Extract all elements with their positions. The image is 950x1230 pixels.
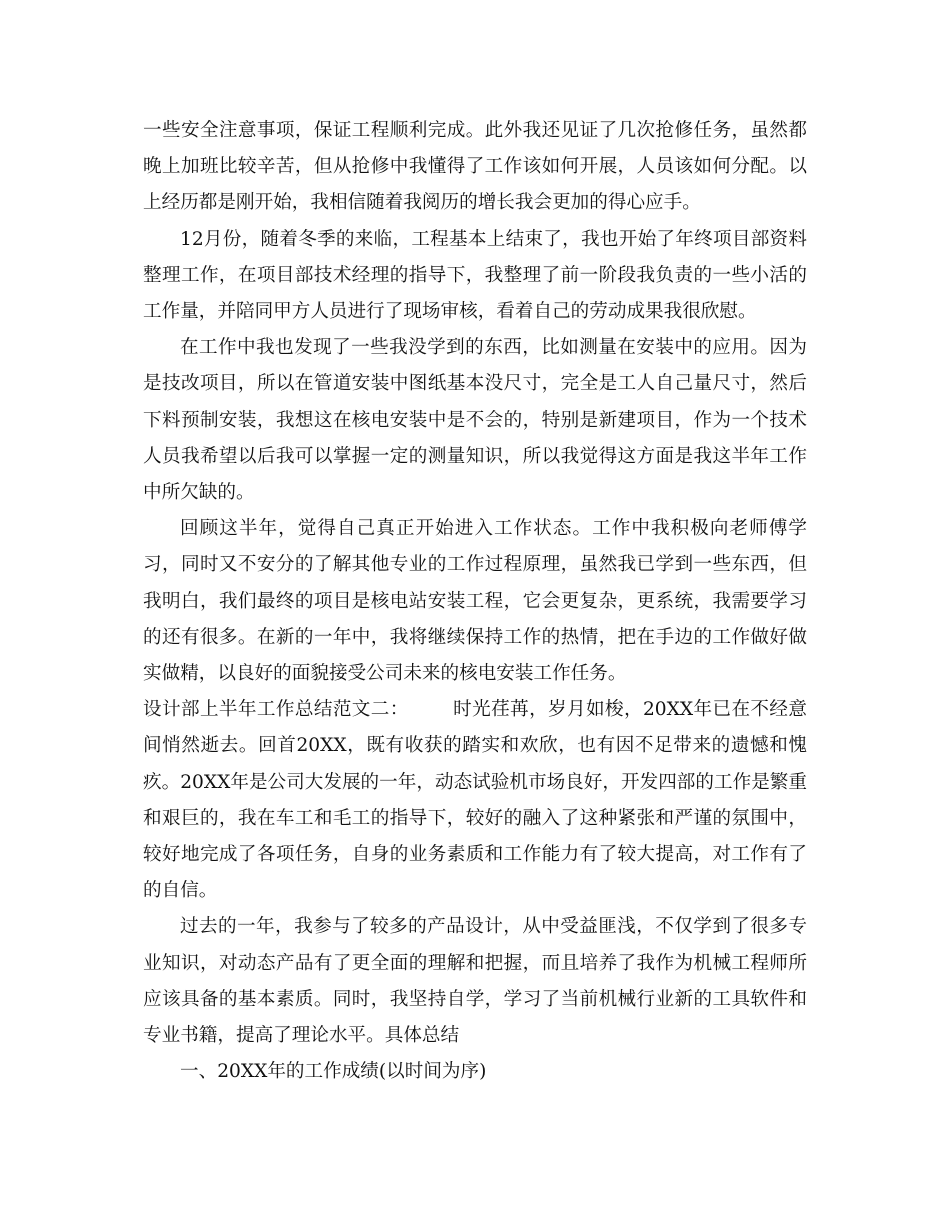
section-intro: 时光荏苒，岁月如梭，20XX年已在不经意间悄然逝去。回首20XX，既有收获的踏实和欢欣，也有因不足带来的遗憾和愧疚。20XX年是公司大发展的一年，动态试验机市场良好，开发四部的工作是繁重和艰巨的，我在车工和毛工的指导下，较好的融入了这种紧张和严谨的氛围中，较好地完成了各项任务，自身的业务素质和工作能力有了较大提高，对工作有了的自信。	[143, 699, 807, 902]
section-heading: 设计部上半年工作总结范文二：	[143, 699, 409, 721]
section-two-block	[143, 692, 807, 909]
document-body	[143, 113, 807, 1090]
paragraph-measurement: 在工作中我也发现了一些我没学到的东西，比如测量在安装中的应用。因为是技改项目，所以在管道安装中图纸基本没尺寸，完全是工人自己量尺寸，然后下料预制安装，我想这在核电安装中是不会的，特别是新建项目，作为一个技术人员我希望以后我可以掌握一定的测量知识，所以我觉得这方面是我这半年工作中所欠缺的。	[143, 337, 807, 504]
paragraph-safety-notes: 一些安全注意事项，保证工程顺利完成。此外我还见证了几次抢修任务，虽然都晚上加班比较辛苦，但从抢修中我懂得了工作该如何开展，人员该如何分配。以上经历都是刚开始，我相信随着我阅历的增长我会更加的得心应手。	[143, 120, 807, 214]
paragraph-review: 回顾这半年，觉得自己真正开始进入工作状态。工作中我积极向老师傅学习，同时又不安分的了解其他专业的工作过程原理，虽然我已学到一些东西，但我明白，我们最终的项目是核电站安装工程，它会更复杂，更系统，我需要学习的还有很多。在新的一年中，我将继续保持工作的热情，把在手边的工作做好做实做精，以良好的面貌接受公司未来的核电安装工作任务。	[143, 518, 807, 685]
list-item-work-results: 一、20XX年的工作成绩(以时间为序)	[180, 1061, 487, 1083]
paragraph-past-year: 过去的一年，我参与了较多的产品设计，从中受益匪浅，不仅学到了很多专业知识，对动态产品有了更全面的理解和把握，而且培养了我作为机械工程师所应该具备的基本素质。同时，我坚持自学，学习了当前机械行业新的工具软件和专业书籍，提高了理论水平。具体总结	[143, 916, 807, 1047]
paragraph-december: 12月份，随着冬季的来临，工程基本上结束了，我也开始了年终项目部资料整理工作，在项目部技术经理的指导下，我整理了前一阶段我负责的一些小活的工作量，并陪同甲方人员进行了现场审核，看着自己的劳动成果我很欣慰。	[143, 228, 807, 323]
